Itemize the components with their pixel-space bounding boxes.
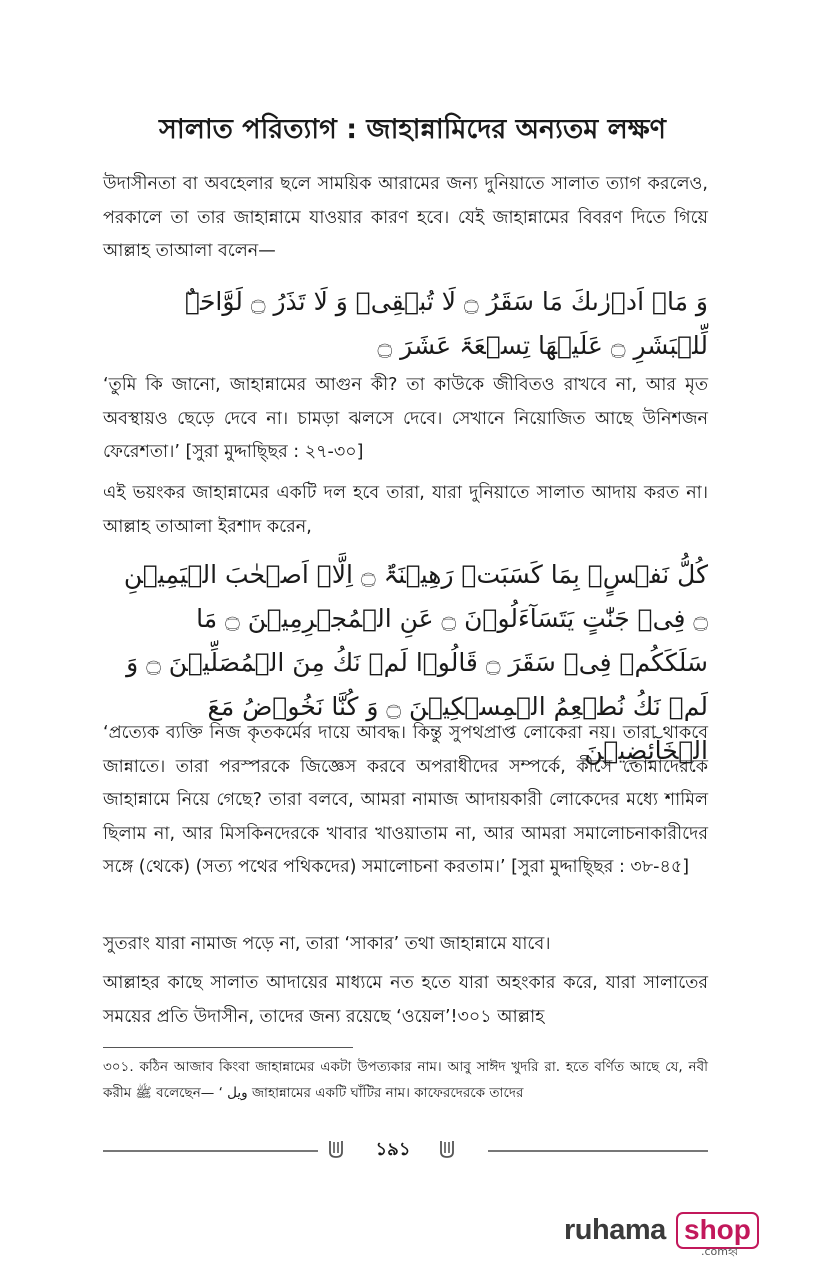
paragraph-translation-1: ‘তুমি কি জানো, জাহান্নামের আগুন কী? তা কাউকে জীবিতও রাখবে না, আর মৃত অবস্থায়ও ছেড়ে দেবে না। চামড়া ঝলসে দেবে। সেখানে নিয়োজিত আছে উনিশজন ফেরেশতা।’ [সুরা মুদ্দাছ্ছির : ২৭-৩০]: [103, 375, 708, 462]
arabic-verse-1: وَ مَاۤ اَدۡرٰىكَ مَا سَقَرُ ۝ لَا تُبۡقِیۡ وَ لَا تَذَرُ ۝ لَوَّاحَۃٌ لِّلۡبَشَرِ ۝ عَلَیۡهَا تِسۡعَۃَ عَشَرَ ۝: [184, 287, 708, 360]
ornament-right-icon: [438, 1139, 456, 1159]
chapter-title: সালাত পরিত্যাগ : জাহান্নামিদের অন্যতম লক্ষণ: [159, 114, 666, 145]
paragraph-context: এই ভয়ংকর জাহান্নামের একটি দল হবে তারা, যারা দুনিয়াতে সালাত আদায় করত না। আল্লাহ তাআলা ইরশাদ করেন,: [103, 483, 708, 537]
footnote-301: ৩০১. কঠিন আজাব কিংবা জাহান্নামের একটা উপত্যকার নাম। আবু সাঈদ খুদরি রা. হতে বর্ণিত আছে যে, নবী করীম ﷺ বলেছেন— ‘ ويل জাহান্নামের একটি ঘাঁটির নাম। কাফেরদেরকে তাদের: [103, 1059, 708, 1101]
page-number-right-rule: [488, 1150, 708, 1152]
footnote-divider: [103, 1047, 353, 1048]
paragraph-intro: উদাসীনতা বা অবহেলার ছলে সাময়িক আরামের জন্য দুনিয়াতে সালাত ত্যাগ করলেও, পরকালে তা তার জাহান্নামে যাওয়ার কারণ হবে। যেই জাহান্নামের বিবরণ দিতে গিয়ে আল্লাহ তাআলা বলেন—: [103, 174, 708, 261]
page-number-row: [103, 1138, 708, 1164]
paragraph-conclusion: সুতরাং যারা নামাজ পড়ে না, তারা ‘সাকার’ তথা জাহান্নামে যাবে।: [103, 934, 551, 954]
paragraph-final: আল্লাহর কাছে সালাত আদায়ের মাধ্যমে নত হতে যারা অহংকার করে, যারা সালাতের সময়ের প্রতি উদাসীন, তাদের জন্য রয়েছে ‘ওয়েল’!৩০১ আল্লাহ: [103, 973, 708, 1027]
arabic-verse-2: كُلُّ نَفۡسٍۭ بِمَا كَسَبَتۡ رَهِیۡنَۃٌ ۝ اِلَّاۤ اَصۡحٰبَ الۡیَمِیۡنِ ۝ فِیۡ جَنّٰتٍ یَتَسَآءَلُوۡنَ ۝ عَنِ الۡمُجۡرِمِیۡنَ ۝ مَا سَلَكَكُمۡ فِیۡ سَقَرَ ۝ قَالُوۡا لَمۡ نَكُ مِنَ الۡمُصَلِّیۡنَ ۝ وَ لَمۡ نَكُ نُطۡعِمُ الۡمِسۡكِیۡنَ ۝ وَ كُنَّا نَخُوۡضُ مَعَ الۡخَآئِضِیۡنَ: [123, 560, 708, 765]
page-number: ১৯১: [375, 1139, 411, 1160]
publisher-logo: [564, 1212, 784, 1256]
logo-text-shop: shop: [676, 1212, 759, 1249]
page-number-left-rule: [103, 1150, 318, 1152]
ornament-left-icon: [327, 1139, 345, 1159]
paragraph-translation-2: ‘প্রত্যেক ব্যক্তি নিজ কৃতকর্মের দায়ে আবদ্ধ। কিন্তু সুপথপ্রাপ্ত লোকেরা নয়। তারা থাকবে জান্নাতে। তারা পরস্পরকে জিজ্ঞেস করবে অপরাধীদের সম্পর্কে, কীসে তোমাদেরকে জাহান্নামে নিয়ে গেছে? তারা বলবে, আমরা নামাজ আদায়কারী লোকেদের মধ্যে শামিল ছিলাম না, আর মিসকিনদেরকে খাবার খাওয়াতাম না, আর আমরা সমালোচনাকারীদের সঙ্গে (থেকে) (সত্য পথের পথিকদের) সমালোচনা করতাম।’ [সুরা মুদ্দাছ্ছির : ৩৮-৪৫]: [103, 723, 708, 877]
logo-text-ruhama: ruhama: [564, 1214, 666, 1246]
logo-text-suffix: .comহ্ব: [701, 1245, 739, 1258]
